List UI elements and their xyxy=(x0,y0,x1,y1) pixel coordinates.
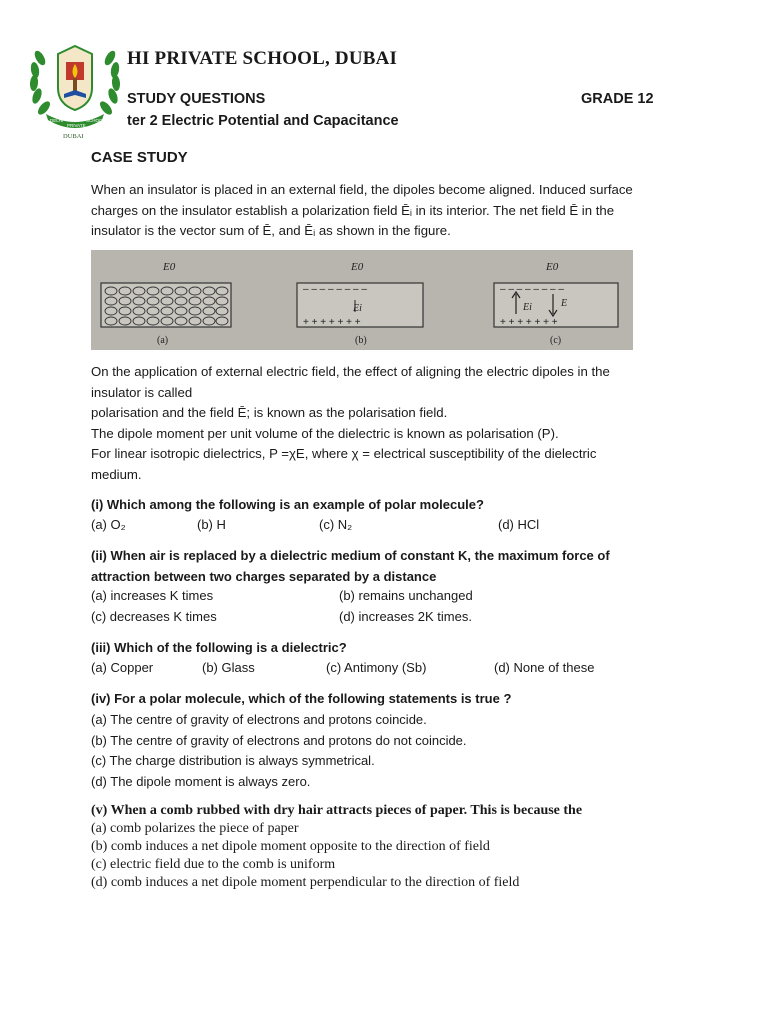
caption-a: (a) xyxy=(157,335,169,346)
school-name: HI PRIVATE SCHOOL, DUBAI xyxy=(127,48,398,69)
explanation-line: On the application of external electric field, the effect of aligning the electric dipoles in the xyxy=(91,364,610,379)
svg-text:E xyxy=(560,298,567,309)
svg-text:E0 xyxy=(350,261,364,273)
net-label-c: E xyxy=(561,298,568,309)
svg-text:Ei xyxy=(522,302,532,313)
question-2-options xyxy=(91,588,651,630)
option-c: (c) N₂ xyxy=(319,517,353,532)
intro-paragraph xyxy=(91,180,661,242)
option-b: (b) H xyxy=(197,517,226,532)
explanation-line: insulator is called xyxy=(91,384,193,400)
field-label-b: E0 xyxy=(351,261,364,273)
section-title: CASE STUDY xyxy=(91,149,188,166)
explanation-line: medium. xyxy=(91,466,142,482)
intro-line: insulator is the vector sum of Ē, and Ēᵢ as shown in the figure. xyxy=(91,223,451,238)
question-text: (v) When a comb rubbed with dry hair attracts pieces of paper. This is because the xyxy=(91,803,583,818)
option-a: (a) increases K times xyxy=(91,588,214,603)
svg-text:– – – – – – – –: – – – – – – – – xyxy=(303,284,367,295)
polarization-figure xyxy=(91,250,633,350)
question-text: (iii) Which of the following is a dielectric? xyxy=(91,640,347,655)
explanation-paragraph xyxy=(91,362,661,485)
study-label: STUDY QUESTIONS xyxy=(127,91,266,107)
logo-caption: DUBAI xyxy=(63,133,84,140)
option-b: (b) Glass xyxy=(202,660,255,675)
svg-text:+ + + + + + +: + + + + + + + xyxy=(303,317,361,328)
question-1 xyxy=(91,495,484,516)
option-a: (a) comb polarizes the piece of paper xyxy=(91,821,299,836)
svg-text:E0 xyxy=(545,261,559,273)
logo-text-mid: PRIVATE xyxy=(67,123,86,128)
option-c: (c) The charge distribution is always symmetrical. xyxy=(91,753,375,769)
option-d: (d) comb induces a net dipole moment perpendicular to the direction of field xyxy=(91,875,520,890)
option-d: (d) None of these xyxy=(494,660,595,675)
field-label-c: E0 xyxy=(546,261,559,273)
option-d: (d) The dipole moment is always zero. xyxy=(91,774,311,790)
induced-label-c: Ei xyxy=(523,302,532,313)
option-c: (c) Antimony (Sb) xyxy=(326,660,427,675)
question-text: attraction between two charges separated by a distance xyxy=(91,568,437,584)
svg-text:E0 xyxy=(162,261,176,273)
explanation-line: polarisation and the field Ē; is known as the polarisation field. xyxy=(91,405,448,420)
option-a: (a) The centre of gravity of electrons and protons coincide. xyxy=(91,711,427,727)
svg-text:+ + + + + + +: + + + + + + + xyxy=(500,317,558,328)
caption-c: (c) xyxy=(550,335,562,346)
question-5 xyxy=(91,802,582,892)
question-2 xyxy=(91,546,610,588)
option-c: (c) decreases K times xyxy=(91,609,217,624)
option-b: (b) remains unchanged xyxy=(339,588,473,603)
caption-b: (b) xyxy=(355,335,367,346)
school-logo xyxy=(28,38,122,142)
svg-text:(c) xyxy=(550,335,561,346)
question-4 xyxy=(91,689,511,793)
option-d: (d) HCl xyxy=(498,517,540,532)
logo-text-right: SCHOOL xyxy=(86,118,106,123)
option-a: (a) O₂ xyxy=(91,517,126,532)
chapter-title: ter 2 Electric Potential and Capacitance xyxy=(127,113,399,129)
question-3-options xyxy=(91,660,651,680)
option-a: (a) Copper xyxy=(91,660,154,675)
question-text: (i) Which among the following is an example of polar molecule? xyxy=(91,497,484,512)
svg-text:Ei xyxy=(352,303,362,314)
explanation-line: For linear isotropic dielectrics, P =χE, where χ = electrical susceptibility of the dielectric xyxy=(91,446,597,461)
option-b: (b) The centre of gravity of electrons and protons do not coincide. xyxy=(91,732,467,748)
question-text: (ii) When air is replaced by a dielectric medium of constant K, the maximum force of xyxy=(91,548,610,563)
question-text: (iv) For a polar molecule, which of the following statements is true ? xyxy=(91,691,512,706)
svg-text:(b) xyxy=(355,335,367,346)
field-label-a: E0 xyxy=(163,261,176,273)
svg-text:– – – – – – – –: – – – – – – – – xyxy=(500,284,564,295)
question-1-options xyxy=(91,517,651,537)
option-d: (d) increases 2K times. xyxy=(339,609,472,624)
option-c: (c) electric field due to the comb is uniform xyxy=(91,857,336,872)
option-b: (b) comb induces a net dipole moment opposite to the direction of field xyxy=(91,839,490,854)
svg-text:(a) xyxy=(157,335,168,346)
grade-label: GRADE 12 xyxy=(581,91,654,107)
induced-label-b: Ei xyxy=(353,303,362,314)
intro-line: When an insulator is placed in an external field, the dipoles become aligned. Induced surface xyxy=(91,182,633,197)
explanation-line: The dipole moment per unit volume of the dielectric is known as polarisation (P). xyxy=(91,425,559,441)
intro-line: charges on the insulator establish a polarization field Ēᵢ in its interior. The net field Ē in the xyxy=(91,202,615,218)
logo-text-left: DELHI xyxy=(50,118,64,123)
question-3 xyxy=(91,638,347,659)
